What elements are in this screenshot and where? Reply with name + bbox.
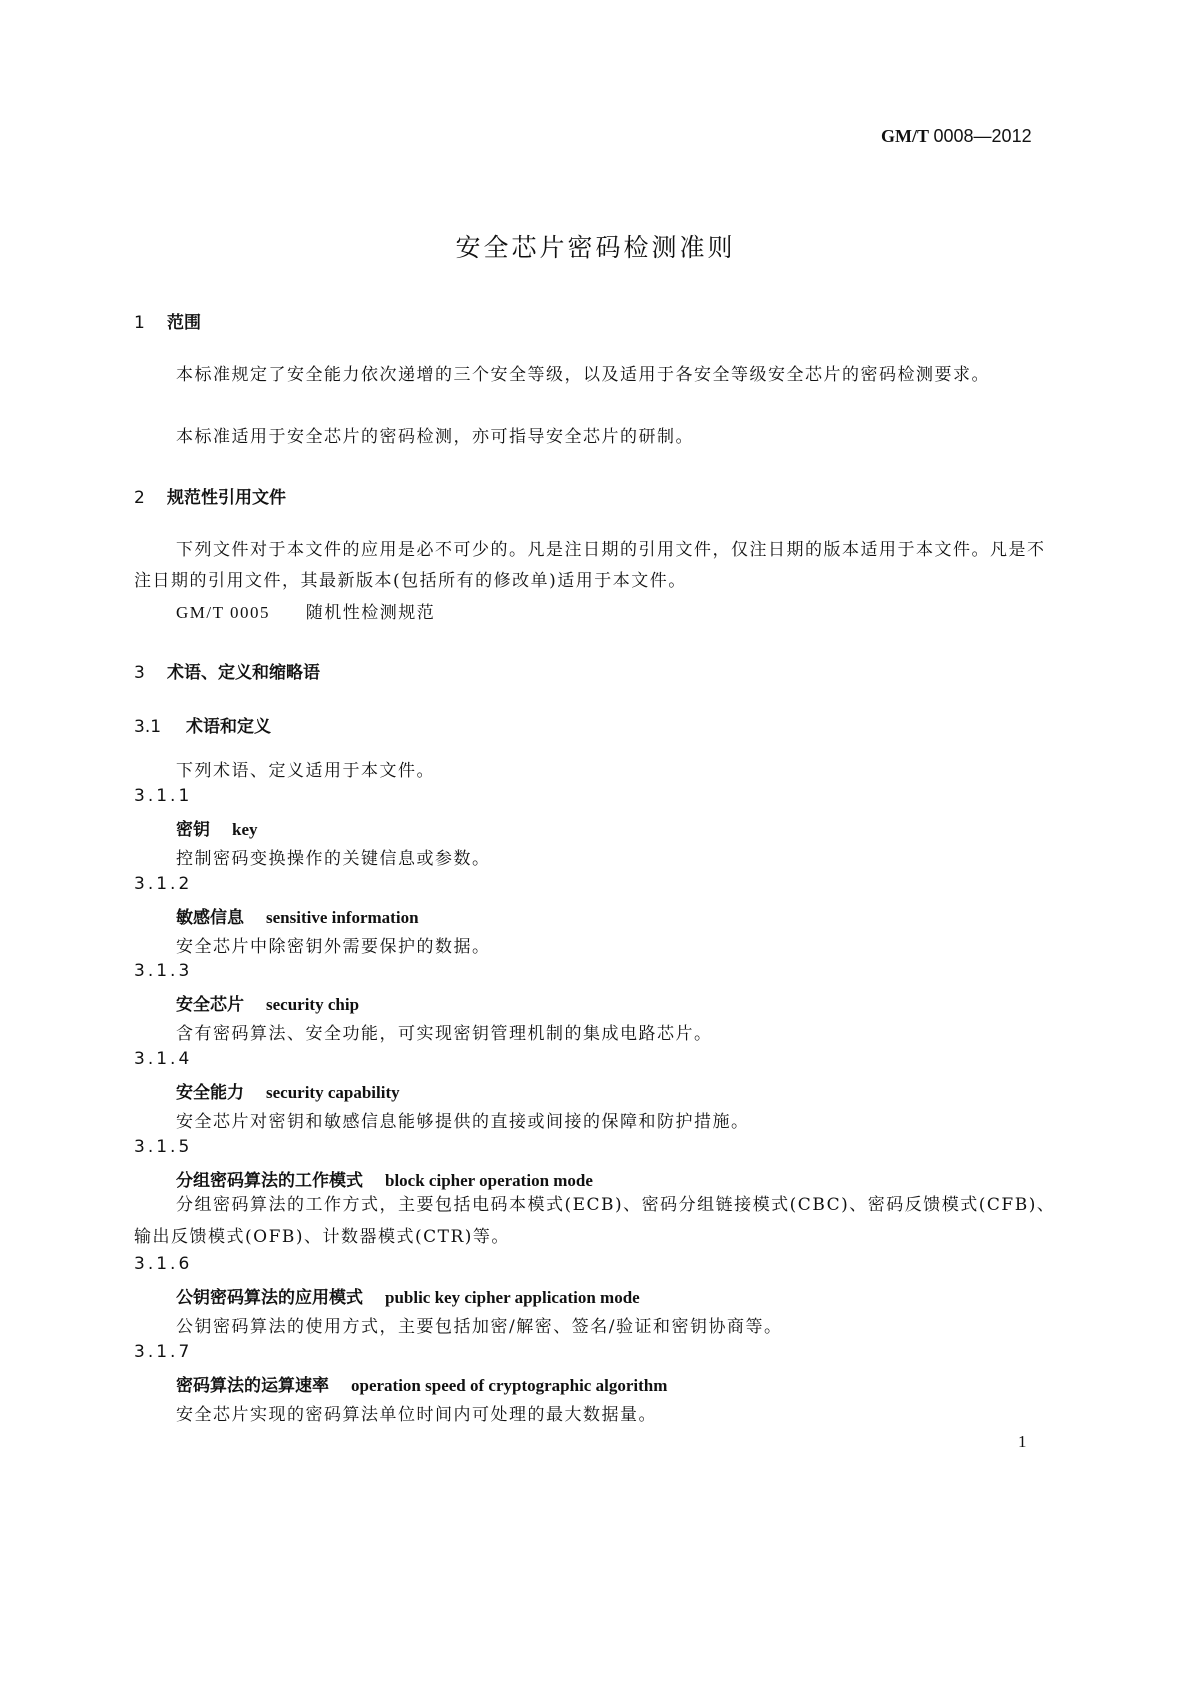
term-name bbox=[176, 1166, 593, 1191]
reference-code: GM/T 0005 bbox=[176, 603, 270, 622]
term-en: sensitive information bbox=[266, 908, 419, 927]
section-title: 规范性引用文件 bbox=[167, 488, 286, 508]
section-1-paragraph-2: 本标准适用于安全芯片的密码检测，亦可指导安全芯片的研制。 bbox=[176, 427, 694, 447]
term-definition: 分组密码算法的工作方式，主要包括电码本模式(ECB)、密码分组链接模式(CBC)、密码反馈模式(CFB)、输出反馈模式(OFB)、计数器模式(CTR)等。 bbox=[134, 1195, 1056, 1247]
section-3-heading bbox=[134, 658, 320, 683]
section-number: 3 bbox=[134, 663, 145, 683]
term-en: operation speed of cryptographic algorithm bbox=[351, 1376, 668, 1395]
term-definition: 公钥密码算法的使用方式，主要包括加密/解密、签名/验证和密钥协商等。 bbox=[176, 1317, 783, 1337]
term-en: security capability bbox=[266, 1083, 400, 1102]
term-en: public key cipher application mode bbox=[385, 1288, 640, 1307]
term-zh: 敏感信息 bbox=[176, 908, 244, 928]
section-title: 术语和定义 bbox=[186, 717, 271, 737]
term-name bbox=[176, 1283, 640, 1308]
term-en: key bbox=[232, 820, 258, 839]
term-number: 3.1.3 bbox=[134, 961, 193, 981]
term-definition: 安全芯片实现的密码算法单位时间内可处理的最大数据量。 bbox=[176, 1405, 657, 1425]
term-zh: 公钥密码算法的应用模式 bbox=[176, 1288, 363, 1308]
term-name bbox=[176, 1078, 400, 1103]
section-1-heading bbox=[134, 308, 201, 333]
standard-prefix: GM/T bbox=[881, 126, 929, 146]
term-name bbox=[176, 903, 419, 928]
term-definition: 安全芯片对密钥和敏感信息能够提供的直接或间接的保障和防护措施。 bbox=[176, 1112, 750, 1132]
terms-intro: 下列术语、定义适用于本文件。 bbox=[176, 761, 435, 781]
term-number: 3.1.4 bbox=[134, 1049, 193, 1069]
term-name bbox=[176, 990, 359, 1015]
section-number: 1 bbox=[134, 313, 145, 333]
term-en: security chip bbox=[266, 995, 360, 1014]
term-number: 3.1.5 bbox=[134, 1137, 193, 1157]
term-definition: 安全芯片中除密钥外需要保护的数据。 bbox=[176, 937, 491, 957]
term-definition: 控制密码变换操作的关键信息或参数。 bbox=[176, 849, 491, 869]
term-definition: 含有密码算法、安全功能，可实现密钥管理机制的集成电路芯片。 bbox=[176, 1024, 713, 1044]
standard-number: 0008—2012 bbox=[933, 126, 1032, 146]
term-name bbox=[176, 1371, 667, 1396]
term-number: 3.1.2 bbox=[134, 874, 193, 894]
term-zh: 分组密码算法的工作模式 bbox=[176, 1171, 363, 1191]
term-zh: 密码算法的运算速率 bbox=[176, 1376, 329, 1396]
standard-code bbox=[881, 126, 1032, 147]
section-number: 2 bbox=[134, 488, 145, 508]
term-zh: 安全芯片 bbox=[176, 995, 244, 1015]
term-zh: 安全能力 bbox=[176, 1083, 244, 1103]
normative-reference bbox=[176, 598, 435, 623]
section-title: 范围 bbox=[167, 313, 201, 333]
term-number: 3.1.6 bbox=[134, 1254, 193, 1274]
term-en: block cipher operation mode bbox=[385, 1171, 593, 1190]
section-title: 术语、定义和缩略语 bbox=[167, 663, 320, 683]
term-number: 3.1.7 bbox=[134, 1342, 193, 1362]
term-zh: 密钥 bbox=[176, 820, 210, 840]
term-name bbox=[176, 815, 258, 840]
term-number: 3.1.1 bbox=[134, 786, 193, 806]
section-3-1-heading bbox=[134, 712, 271, 737]
section-1-paragraph-1: 本标准规定了安全能力依次递增的三个安全等级，以及适用于各安全等级安全芯片的密码检测要求。 bbox=[176, 365, 990, 385]
document-title: 安全芯片密码检测准则 bbox=[455, 233, 736, 262]
page-number: 1 bbox=[1018, 1432, 1027, 1451]
section-number: 3.1 bbox=[134, 717, 162, 737]
reference-title: 随机性检测规范 bbox=[305, 603, 436, 623]
section-2-heading bbox=[134, 483, 286, 508]
section-2-paragraph-1: 下列文件对于本文件的应用是必不可少的。凡是注日期的引用文件，仅注日期的版本适用于本文件。凡是不注日期的引用文件，其最新版本(包括所有的修改单)适用于本文件。 bbox=[134, 540, 1046, 591]
